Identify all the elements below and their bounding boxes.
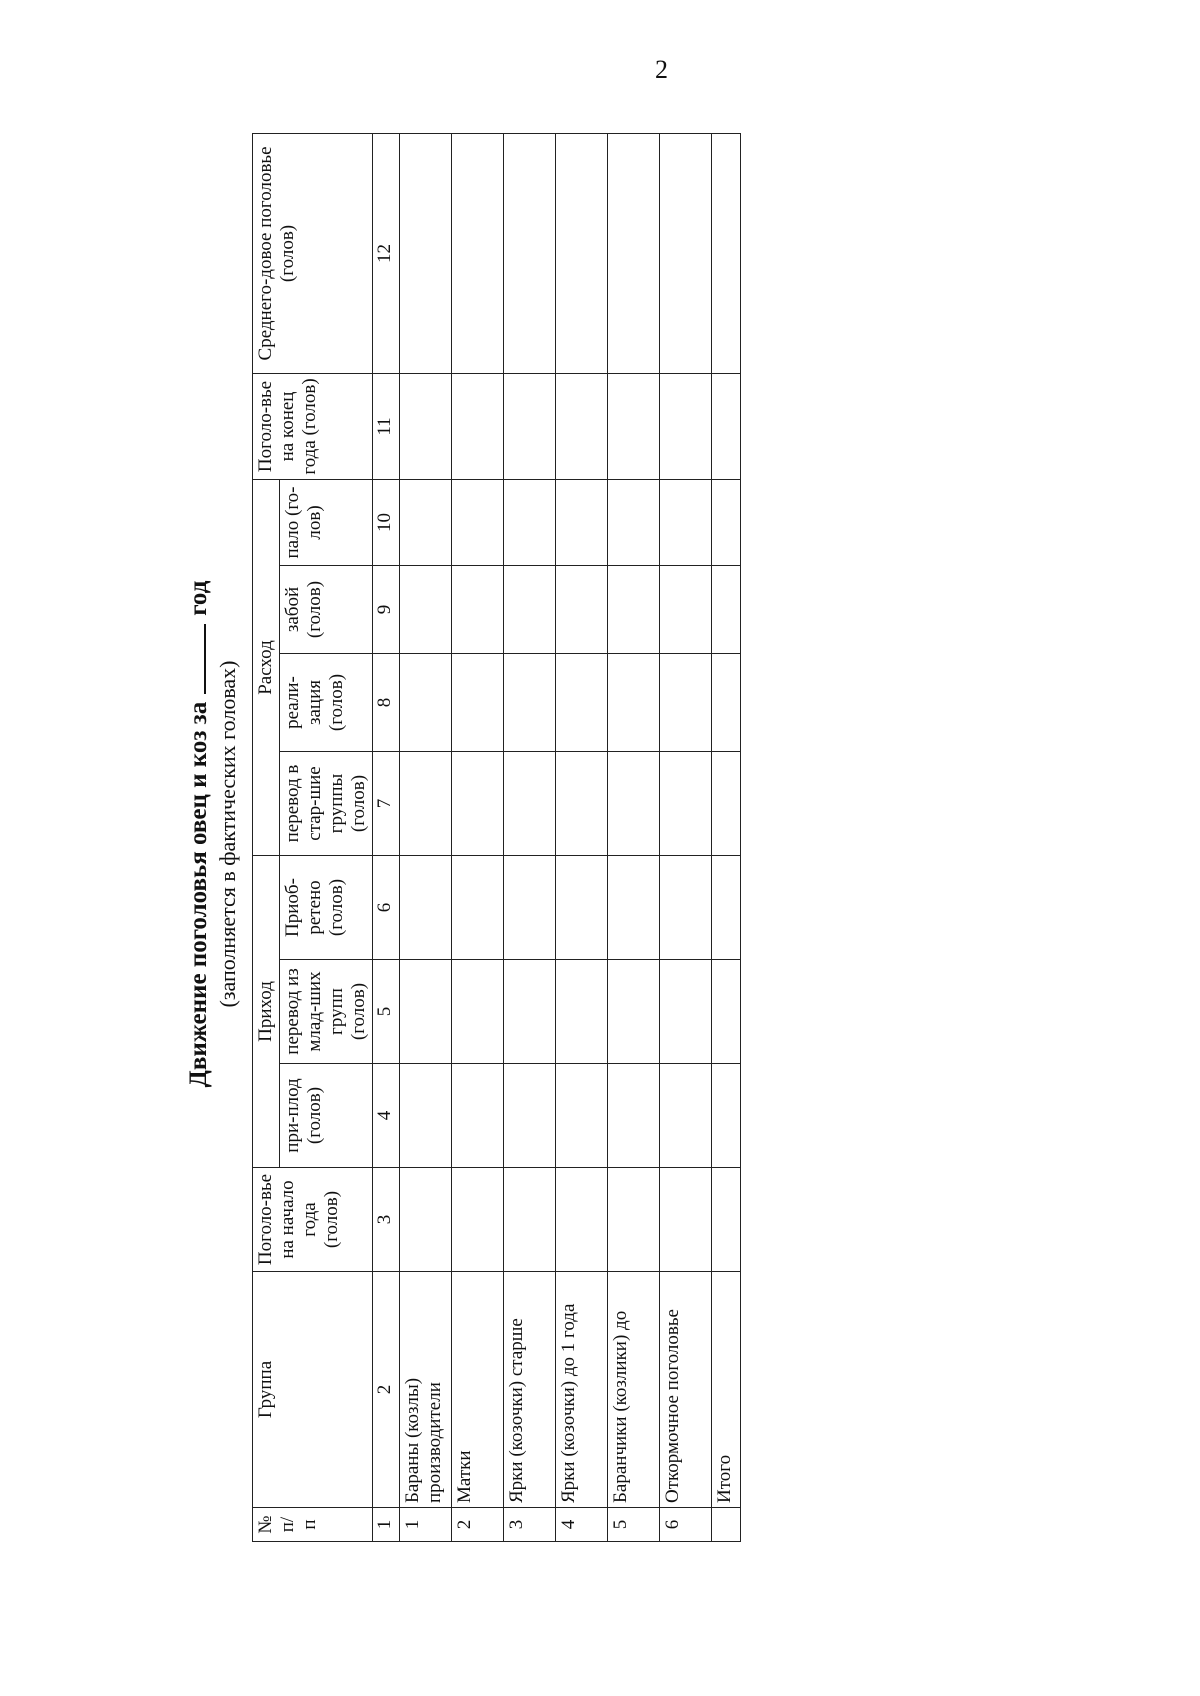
row-group: Матки xyxy=(452,1272,504,1508)
empty-cell[interactable] xyxy=(504,1168,556,1272)
empty-cell[interactable] xyxy=(504,1064,556,1168)
title-prefix: Движение поголовья овец и коз за xyxy=(185,701,212,1088)
row-group: Ярки (козочки) старше xyxy=(504,1272,556,1508)
header-expense-sale: реали-зация (голов) xyxy=(280,654,373,752)
empty-cell[interactable] xyxy=(504,566,556,654)
empty-cell[interactable] xyxy=(712,856,741,960)
row-group: Баранчики (козлики) до xyxy=(608,1272,660,1508)
empty-cell[interactable] xyxy=(660,1168,712,1272)
row-number: 6 xyxy=(660,1508,712,1542)
header-group: Группа xyxy=(253,1272,373,1508)
empty-cell[interactable] xyxy=(504,856,556,960)
empty-cell[interactable] xyxy=(660,960,712,1064)
row-number: 5 xyxy=(608,1508,660,1542)
empty-cell[interactable] xyxy=(556,752,608,856)
empty-cell[interactable] xyxy=(712,654,741,752)
column-number: 4 xyxy=(373,1064,400,1168)
empty-cell[interactable] xyxy=(452,960,504,1064)
livestock-table xyxy=(252,133,741,1542)
table-row xyxy=(504,133,556,1541)
empty-cell[interactable] xyxy=(504,752,556,856)
empty-cell[interactable] xyxy=(608,1168,660,1272)
data-rows xyxy=(400,133,741,1541)
column-number: 9 xyxy=(373,566,400,654)
table-row xyxy=(608,133,660,1541)
row-number: 1 xyxy=(400,1508,452,1542)
empty-cell[interactable] xyxy=(608,479,660,565)
empty-cell[interactable] xyxy=(660,566,712,654)
empty-cell[interactable] xyxy=(504,133,556,373)
empty-cell[interactable] xyxy=(400,752,452,856)
empty-cell[interactable] xyxy=(504,479,556,565)
header-expense: Расход xyxy=(253,479,280,855)
empty-cell[interactable] xyxy=(712,133,741,373)
empty-cell[interactable] xyxy=(712,1168,741,1272)
year-blank xyxy=(184,624,206,694)
empty-cell[interactable] xyxy=(712,373,741,479)
empty-cell[interactable] xyxy=(608,373,660,479)
empty-cell[interactable] xyxy=(660,654,712,752)
empty-cell[interactable] xyxy=(452,566,504,654)
empty-cell[interactable] xyxy=(660,373,712,479)
empty-cell[interactable] xyxy=(556,960,608,1064)
row-group: Бараны (козлы) производители xyxy=(400,1272,452,1508)
table-row xyxy=(556,133,608,1541)
document-title xyxy=(180,124,214,1544)
empty-cell[interactable] xyxy=(400,856,452,960)
empty-cell[interactable] xyxy=(452,1168,504,1272)
header-expense-fallen: пало (го-лов) xyxy=(280,479,373,565)
column-number: 12 xyxy=(373,133,400,373)
column-number: 7 xyxy=(373,752,400,856)
empty-cell[interactable] xyxy=(400,960,452,1064)
column-number: 3 xyxy=(373,1168,400,1272)
empty-cell[interactable] xyxy=(660,479,712,565)
column-number: 2 xyxy=(373,1272,400,1508)
empty-cell[interactable] xyxy=(660,752,712,856)
header-income-bought: Приоб-ретено (голов) xyxy=(280,856,373,960)
row-group: Ярки (козочки) до 1 года xyxy=(556,1272,608,1508)
header-income-transfer: перевод из млад-ших групп (голов) xyxy=(280,960,373,1064)
empty-cell[interactable] xyxy=(712,752,741,856)
empty-cell[interactable] xyxy=(556,373,608,479)
empty-cell[interactable] xyxy=(556,1064,608,1168)
header-start: Поголо-вье на начало года (голов) xyxy=(253,1168,373,1272)
empty-cell[interactable] xyxy=(712,566,741,654)
header-income: Приход xyxy=(253,856,280,1168)
empty-cell[interactable] xyxy=(556,133,608,373)
empty-cell[interactable] xyxy=(452,654,504,752)
header-income-offspring: при-плод (голов) xyxy=(280,1064,373,1168)
empty-cell[interactable] xyxy=(556,1168,608,1272)
empty-cell[interactable] xyxy=(608,960,660,1064)
empty-cell[interactable] xyxy=(556,566,608,654)
table-row xyxy=(400,133,452,1541)
header-num: № п/п xyxy=(253,1508,373,1542)
empty-cell[interactable] xyxy=(608,654,660,752)
empty-cell[interactable] xyxy=(452,133,504,373)
table-row xyxy=(660,133,712,1541)
empty-cell[interactable] xyxy=(660,1064,712,1168)
empty-cell[interactable] xyxy=(504,960,556,1064)
empty-cell[interactable] xyxy=(400,566,452,654)
empty-cell[interactable] xyxy=(556,856,608,960)
row-number: 4 xyxy=(556,1508,608,1542)
table-row xyxy=(452,133,504,1541)
empty-cell[interactable] xyxy=(712,479,741,565)
column-number: 8 xyxy=(373,654,400,752)
row-number: 3 xyxy=(504,1508,556,1542)
empty-cell[interactable] xyxy=(660,133,712,373)
empty-cell[interactable] xyxy=(608,856,660,960)
empty-cell[interactable] xyxy=(556,479,608,565)
header-expense-transfer: перевод в стар-шие группы (голов) xyxy=(280,752,373,856)
column-number: 10 xyxy=(373,479,400,565)
empty-cell[interactable] xyxy=(452,752,504,856)
empty-cell[interactable] xyxy=(504,654,556,752)
rotated-content xyxy=(180,124,860,1544)
empty-cell[interactable] xyxy=(452,479,504,565)
empty-cell[interactable] xyxy=(400,654,452,752)
column-number: 5 xyxy=(373,960,400,1064)
document-subtitle: (заполняется в фактических головах) xyxy=(215,660,240,1008)
column-number: 6 xyxy=(373,856,400,960)
row-number xyxy=(712,1508,741,1542)
empty-cell[interactable] xyxy=(400,373,452,479)
title-suffix: год xyxy=(185,580,212,616)
empty-cell[interactable] xyxy=(608,752,660,856)
row-number: 2 xyxy=(452,1508,504,1542)
empty-cell[interactable] xyxy=(452,856,504,960)
header-row-1 xyxy=(253,133,280,1541)
row-group: Итого xyxy=(712,1272,741,1508)
header-expense-slaughter: забой (голов) xyxy=(280,566,373,654)
empty-cell[interactable] xyxy=(608,1064,660,1168)
table-row xyxy=(712,133,741,1541)
empty-cell[interactable] xyxy=(400,1064,452,1168)
empty-cell[interactable] xyxy=(712,1064,741,1168)
column-number-row xyxy=(373,133,400,1541)
empty-cell[interactable] xyxy=(504,373,556,479)
empty-cell[interactable] xyxy=(400,479,452,565)
page-number: 2 xyxy=(655,55,668,84)
empty-cell[interactable] xyxy=(712,960,741,1064)
header-end: Поголо-вье на конец года (голов) xyxy=(253,373,373,479)
column-number: 11 xyxy=(373,373,400,479)
column-number: 1 xyxy=(373,1508,400,1542)
header-avg: Среднего-довое поголовье (голов) xyxy=(253,133,373,373)
row-group: Откормочное поголовье xyxy=(660,1272,712,1508)
empty-cell[interactable] xyxy=(452,1064,504,1168)
empty-cell[interactable] xyxy=(660,856,712,960)
empty-cell[interactable] xyxy=(452,373,504,479)
empty-cell[interactable] xyxy=(608,133,660,373)
empty-cell[interactable] xyxy=(556,654,608,752)
empty-cell[interactable] xyxy=(608,566,660,654)
empty-cell[interactable] xyxy=(400,133,452,373)
empty-cell[interactable] xyxy=(400,1168,452,1272)
